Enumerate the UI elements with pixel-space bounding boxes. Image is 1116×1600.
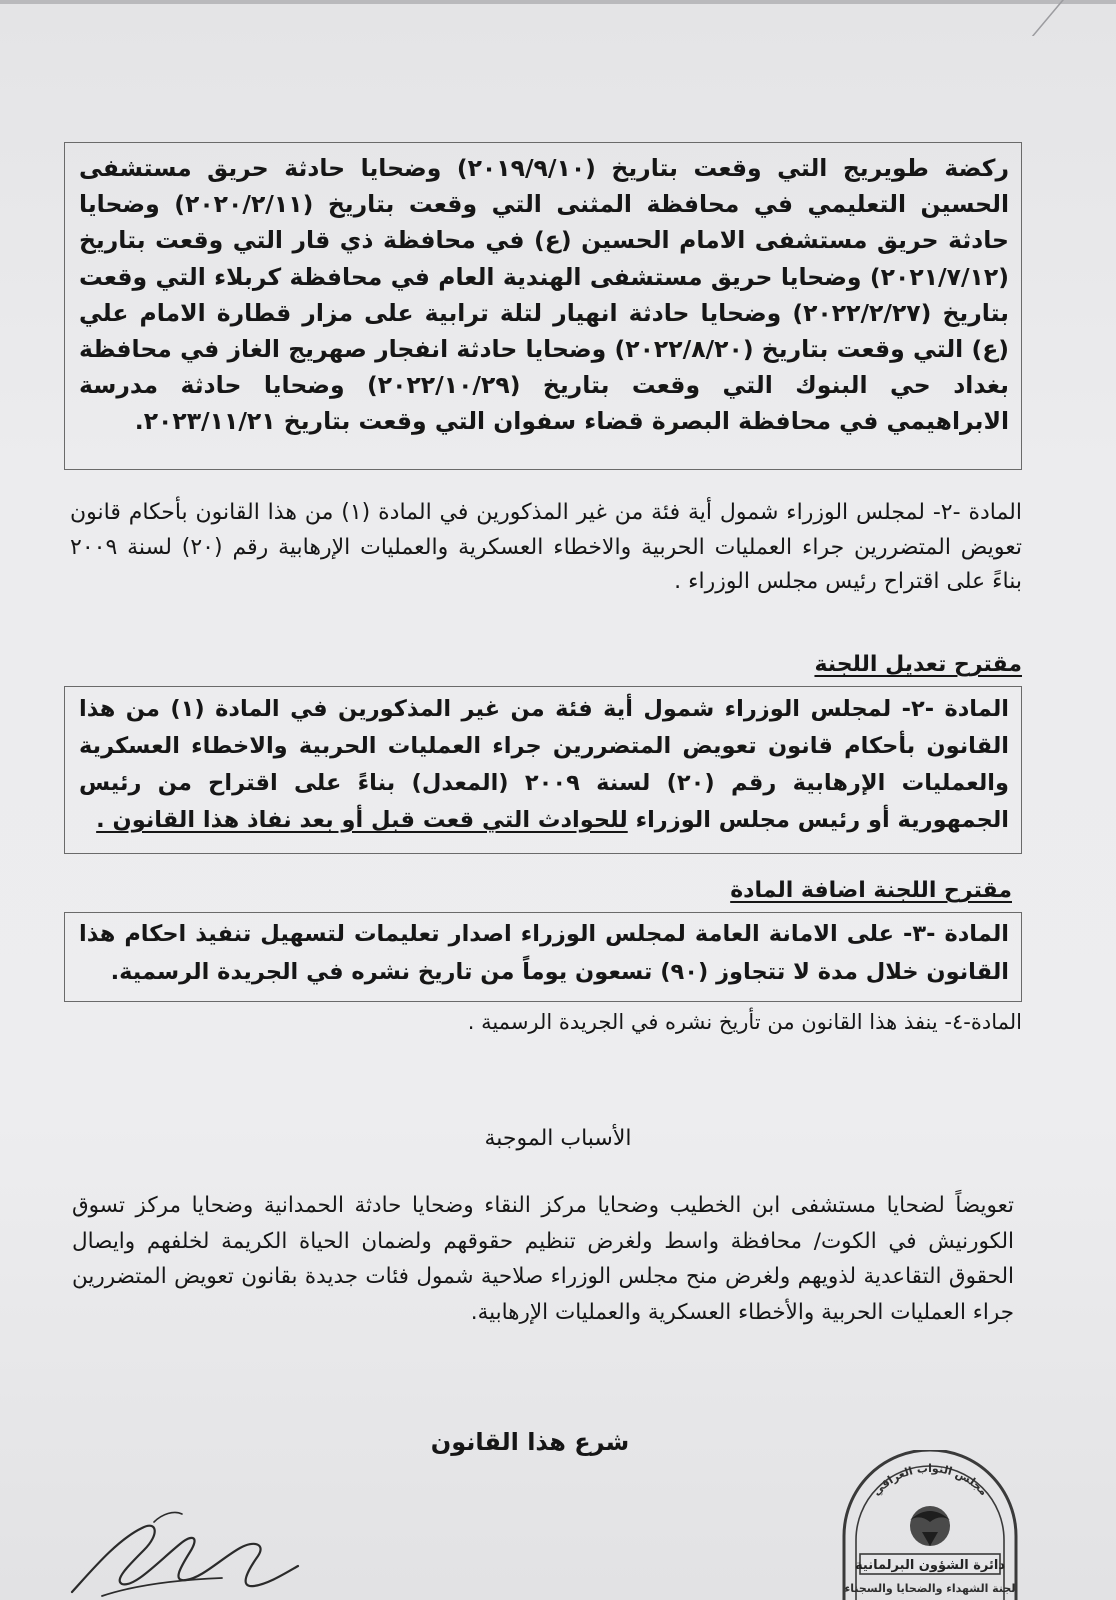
- victims-list-box: [64, 142, 1022, 470]
- article-3-box: [64, 912, 1022, 1002]
- article-3-text: المادة -٣- على الامانة العامة لمجلس الوزراء اصدار تعليمات لتسهيل تنفيذ احكام هذا القانون خلال مدة لا تتجاوز (٩٠) تسعون يوماً من تاريخ نشره في الجريدة الرسمية.: [79, 921, 1009, 985]
- eagle-emblem-icon: [910, 1506, 950, 1546]
- legislate-title: شرع هذا القانون: [430, 1428, 630, 1456]
- reasons-paragraph: [72, 1188, 1014, 1330]
- reasons-text: تعويضاً لضحايا مستشفى ابن الخطيب وضحايا مركز النقاء وضحايا حادثة الحمدانية وضحايا مركز تسوق الكورنيش في الكوت/ محافظة واسط ولغرض تنظيم حقوقهم ولضمان الحياة الكريمة لخلفهم وايصال الحقوق التقاعدية لذويهم ولغرض منح مجلس الوزراء صلاحية شمول فئات جديدة بقانون تعويض المتضررين جراء العمليات الحربية والأخطاء العسكرية والعمليات الإرهابية.: [72, 1193, 1014, 1325]
- article-2-original: [70, 496, 1022, 600]
- addition-heading: مقترح اللجنة اضافة المادة: [730, 878, 1012, 903]
- amendment-heading: مقترح تعديل اللجنة: [814, 652, 1022, 677]
- reasons-title: الأسباب الموجبة: [484, 1126, 632, 1151]
- article-4: المادة-٤- ينفذ هذا القانون من تأريخ نشره في الجريدة الرسمية .: [467, 1010, 1022, 1034]
- handwritten-signature: [62, 1500, 302, 1600]
- seal-band-text: دائرة الشؤون البرلمانية: [855, 1558, 1005, 1573]
- page-fold-line: [1032, 0, 1106, 36]
- official-seal: [830, 1450, 1030, 1600]
- seal-bottom-text: لجنة الشهداء والضحايا والسجناء: [844, 1582, 1016, 1595]
- amendment-text: المادة -٢- لمجلس الوزراء شمول أية فئة من غير المذكورين في المادة (١) من هذا القانون بأحكام قانون تعويض المتضررين جراء العمليات الحربية والاخطاء العسكرية والعمليات الإرهابية رقم (٢٠) لسنة ٢٠٠٩ (المعدل) بناءً على اقتراح من رئيس الجمهورية أو رئيس مجلس الوزراء: [79, 696, 1010, 833]
- article-2-original-text: المادة -٢- لمجلس الوزراء شمول أية فئة من غير المذكورين في المادة (١) من هذا القانون بأحكام قانون تعويض المتضررين جراء العمليات الحربية والاخطاء العسكرية والعمليات الإرهابية رقم (٢٠) لسنة ٢٠٠٩ بناءً على اقتراح رئيس مجلس الوزراء .: [70, 500, 1023, 594]
- amendment-box: [64, 686, 1022, 854]
- seal-top-text: مجلس النواب العراقي: [869, 1461, 991, 1499]
- amendment-underlined-phrase: للحوادث التي قعت قبل أو بعد نفاذ هذا القانون .: [96, 807, 628, 833]
- page-top-edge: [0, 0, 1116, 4]
- svg-text:مجلس النواب العراقي: [870, 1462, 990, 1498]
- victims-list-text: ركضة طويريج التي وقعت بتاريخ (٢٠١٩/٩/١٠) وضحايا حادثة حريق مستشفى الحسين التعليمي في محافظة المثنى التي وقعت بتاريخ (٢٠٢٠/٢/١١) وضحايا حادثة حريق مستشفى الامام الحسين (ع) في محافظة ذي قار التي وقعت بتاريخ (٢٠٢١/٧/١٢) وضحايا حريق مستشفى الهندية العام في محافظة كربلاء التي وقعت بتاريخ (٢٠٢٢/٢/٢٧) وضحايا حادثة انهيار لتلة ترابية على مزار قطارة الامام علي (ع) التي وقعت بتاريخ (٢٠٢٢/٨/٢٠) وضحايا حادثة انفجار صهريج الغاز في محافظة بغداد حي البنوك التي وقعت بتاريخ (٢٠٢٢/١٠/٢٩) وضحايا حادثة مدرسة الابراهيمي في محافظة البصرة قضاء سفوان التي وقعت بتاريخ ٢٠٢٣/١١/٢١.: [79, 154, 1010, 436]
